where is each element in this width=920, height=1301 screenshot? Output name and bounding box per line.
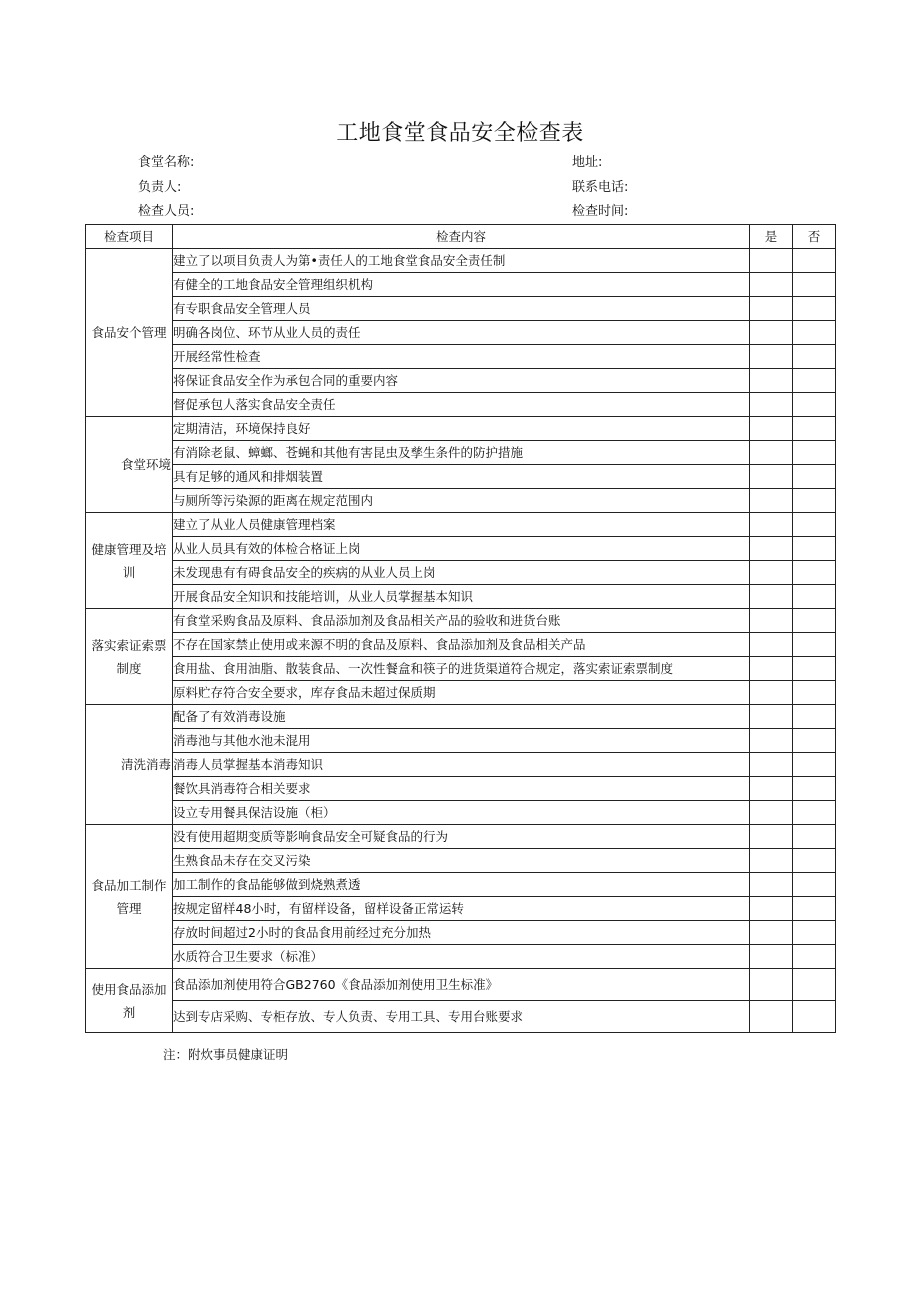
canteen-name-label: 食堂名称: xyxy=(138,155,195,170)
checklist-item: 加工制作的食品能够做到烧熟煮透 xyxy=(173,873,750,897)
no-checkbox-cell[interactable] xyxy=(793,513,836,537)
contact-phone-label: 联系电话: xyxy=(572,180,629,195)
no-checkbox-cell[interactable] xyxy=(793,1001,836,1033)
no-checkbox-cell[interactable] xyxy=(793,849,836,873)
no-checkbox-cell[interactable] xyxy=(793,537,836,561)
no-checkbox-cell[interactable] xyxy=(793,825,836,849)
table-row xyxy=(86,561,836,585)
table-row xyxy=(86,297,836,321)
checklist-item: 与厕所等污染源的距离在规定范围内 xyxy=(173,489,750,513)
header-inspection-content: 检查内容 xyxy=(173,225,750,249)
yes-checkbox-cell[interactable] xyxy=(750,417,793,441)
inspection-checklist-table xyxy=(85,224,836,1033)
yes-checkbox-cell[interactable] xyxy=(750,561,793,585)
address-field xyxy=(572,151,602,170)
checklist-item: 食品添加剂使用符合GB2760《食品添加剂使用卫生标准》 xyxy=(173,969,750,1001)
table-row xyxy=(86,753,836,777)
table-row xyxy=(86,393,836,417)
yes-checkbox-cell[interactable] xyxy=(750,657,793,681)
checklist-item: 开展食品安全知识和技能培训，从业人员掌握基本知识 xyxy=(173,585,750,609)
checklist-item: 建立了从业人员健康管理档案 xyxy=(173,513,750,537)
no-checkbox-cell[interactable] xyxy=(793,777,836,801)
yes-checkbox-cell[interactable] xyxy=(750,945,793,969)
no-checkbox-cell[interactable] xyxy=(793,561,836,585)
yes-checkbox-cell[interactable] xyxy=(750,753,793,777)
checklist-item: 定期清洁，环境保持良好 xyxy=(173,417,750,441)
yes-checkbox-cell[interactable] xyxy=(750,321,793,345)
yes-checkbox-cell[interactable] xyxy=(750,489,793,513)
no-checkbox-cell[interactable] xyxy=(793,609,836,633)
yes-checkbox-cell[interactable] xyxy=(750,585,793,609)
inspection-time-label: 检查时间: xyxy=(572,204,629,219)
checklist-item: 存放时间超过2小时的食品食用前经过充分加热 xyxy=(173,921,750,945)
table-row xyxy=(86,681,836,705)
table-row xyxy=(86,609,836,633)
person-in-charge-label: 负责人: xyxy=(138,180,182,195)
table-row xyxy=(86,921,836,945)
yes-checkbox-cell[interactable] xyxy=(750,681,793,705)
category-cell: 食品安个管理 xyxy=(86,249,173,417)
checklist-item: 达到专店采购、专柜存放、专人负责、专用工具、专用台账要求 xyxy=(173,1001,750,1033)
no-checkbox-cell[interactable] xyxy=(793,945,836,969)
yes-checkbox-cell[interactable] xyxy=(750,633,793,657)
no-checkbox-cell[interactable] xyxy=(793,441,836,465)
yes-checkbox-cell[interactable] xyxy=(750,729,793,753)
checklist-item: 消毒人员掌握基本消毒知识 xyxy=(173,753,750,777)
inspection-time-field xyxy=(572,200,628,219)
table-row xyxy=(86,489,836,513)
page-title: 工地食堂食品安全检查表 xyxy=(336,121,584,146)
category-cell: 健康管理及培训 xyxy=(86,513,173,609)
yes-checkbox-cell[interactable] xyxy=(750,897,793,921)
yes-checkbox-cell[interactable] xyxy=(750,921,793,945)
table-row xyxy=(86,273,836,297)
table-row xyxy=(86,465,836,489)
checklist-item: 有专职食品安全管理人员 xyxy=(173,297,750,321)
yes-checkbox-cell[interactable] xyxy=(750,777,793,801)
table-row xyxy=(86,873,836,897)
category-cell: 清洗消毒 xyxy=(86,705,173,825)
table-row xyxy=(86,345,836,369)
yes-checkbox-cell[interactable] xyxy=(750,249,793,273)
table-row xyxy=(86,777,836,801)
no-checkbox-cell[interactable] xyxy=(793,753,836,777)
checklist-item: 建立了以项目负责人为第•责任人的工地食堂食品安全责任制 xyxy=(173,249,750,273)
no-checkbox-cell[interactable] xyxy=(793,585,836,609)
checklist-item: 配备了有效消毒设施 xyxy=(173,705,750,729)
yes-checkbox-cell[interactable] xyxy=(750,537,793,561)
no-checkbox-cell[interactable] xyxy=(793,969,836,1001)
checklist-item: 消毒池与其他水池未混用 xyxy=(173,729,750,753)
yes-checkbox-cell[interactable] xyxy=(750,801,793,825)
checklist-item: 开展经常性检查 xyxy=(173,345,750,369)
no-checkbox-cell[interactable] xyxy=(793,657,836,681)
table-row xyxy=(86,945,836,969)
no-checkbox-cell[interactable] xyxy=(793,681,836,705)
checklist-item: 有健全的工地食品安全管理组织机构 xyxy=(173,273,750,297)
checklist-item: 将保证食品安全作为承包合同的重要内容 xyxy=(173,369,750,393)
yes-checkbox-cell[interactable] xyxy=(750,273,793,297)
checklist-item: 按规定留样48小时，有留样设备，留样设备正常运转 xyxy=(173,897,750,921)
table-row xyxy=(86,633,836,657)
inspector-label: 检查人员: xyxy=(138,204,195,219)
checklist-item: 不存在国家禁止使用或来源不明的食品及原料、食品添加剂及食品相关产品 xyxy=(173,633,750,657)
yes-checkbox-cell[interactable] xyxy=(750,849,793,873)
checklist-item: 具有足够的通风和排烟装置 xyxy=(173,465,750,489)
yes-checkbox-cell[interactable] xyxy=(750,969,793,1001)
no-checkbox-cell[interactable] xyxy=(793,897,836,921)
yes-checkbox-cell[interactable] xyxy=(750,393,793,417)
table-row xyxy=(86,969,836,1001)
yes-checkbox-cell[interactable] xyxy=(750,513,793,537)
inspector-field xyxy=(138,200,194,219)
yes-checkbox-cell[interactable] xyxy=(750,873,793,897)
footnote: 注：附炊事员健康证明 xyxy=(163,1047,289,1062)
yes-checkbox-cell[interactable] xyxy=(750,705,793,729)
table-row xyxy=(86,657,836,681)
checklist-item: 有食堂采购食品及原料、食品添加剂及食品相关产品的验收和进货台账 xyxy=(173,609,750,633)
table-body xyxy=(86,249,836,1033)
table-row xyxy=(86,537,836,561)
checklist-item: 餐饮具消毒符合相关要求 xyxy=(173,777,750,801)
header-yes: 是 xyxy=(750,225,793,249)
no-checkbox-cell[interactable] xyxy=(793,249,836,273)
header-no: 否 xyxy=(793,225,836,249)
checklist-item: 水质符合卫生要求（标准） xyxy=(173,945,750,969)
yes-checkbox-cell[interactable] xyxy=(750,609,793,633)
no-checkbox-cell[interactable] xyxy=(793,273,836,297)
table-row xyxy=(86,801,836,825)
category-cell: 食堂环境 xyxy=(86,417,173,513)
no-checkbox-cell[interactable] xyxy=(793,297,836,321)
no-checkbox-cell[interactable] xyxy=(793,369,836,393)
no-checkbox-cell[interactable] xyxy=(793,321,836,345)
table-row xyxy=(86,369,836,393)
yes-checkbox-cell[interactable] xyxy=(750,825,793,849)
table-row xyxy=(86,825,836,849)
category-cell: 落实索证索票制度 xyxy=(86,609,173,705)
no-checkbox-cell[interactable] xyxy=(793,633,836,657)
person-in-charge-field xyxy=(138,176,181,195)
checklist-item: 没有使用超期变质等影响食品安全可疑食品的行为 xyxy=(173,825,750,849)
table-row xyxy=(86,897,836,921)
table-row xyxy=(86,1001,836,1033)
checklist-item: 设立专用餐具保洁设施（柜） xyxy=(173,801,750,825)
yes-checkbox-cell[interactable] xyxy=(750,1001,793,1033)
no-checkbox-cell[interactable] xyxy=(793,393,836,417)
table-header-row xyxy=(86,225,836,249)
table-row xyxy=(86,249,836,273)
category-cell: 使用食品添加剂 xyxy=(86,969,173,1033)
no-checkbox-cell[interactable] xyxy=(793,729,836,753)
address-label: 地址: xyxy=(572,155,603,170)
table-row xyxy=(86,321,836,345)
header-inspection-item: 检查项目 xyxy=(86,225,173,249)
yes-checkbox-cell[interactable] xyxy=(750,465,793,489)
checklist-item: 明确各岗位、环节从业人员的责任 xyxy=(173,321,750,345)
yes-checkbox-cell[interactable] xyxy=(750,369,793,393)
contact-phone-field xyxy=(572,176,628,195)
no-checkbox-cell[interactable] xyxy=(793,417,836,441)
table-row xyxy=(86,441,836,465)
checklist-item: 督促承包人落实食品安全责任 xyxy=(173,393,750,417)
table-row xyxy=(86,729,836,753)
table-row xyxy=(86,705,836,729)
no-checkbox-cell[interactable] xyxy=(793,921,836,945)
no-checkbox-cell[interactable] xyxy=(793,873,836,897)
checklist-item: 生熟食品未存在交叉污染 xyxy=(173,849,750,873)
no-checkbox-cell[interactable] xyxy=(793,345,836,369)
table-row xyxy=(86,585,836,609)
yes-checkbox-cell[interactable] xyxy=(750,297,793,321)
no-checkbox-cell[interactable] xyxy=(793,465,836,489)
checklist-item: 未发现患有有碍食品安全的疾病的从业人员上岗 xyxy=(173,561,750,585)
no-checkbox-cell[interactable] xyxy=(793,489,836,513)
no-checkbox-cell[interactable] xyxy=(793,705,836,729)
table-row xyxy=(86,849,836,873)
table-row xyxy=(86,417,836,441)
yes-checkbox-cell[interactable] xyxy=(750,441,793,465)
checklist-item: 食用盐、食用油脂、散装食品、一次性餐盒和筷子的进货渠道符合规定，落实索证索票制度 xyxy=(173,657,750,681)
table-row xyxy=(86,513,836,537)
yes-checkbox-cell[interactable] xyxy=(750,345,793,369)
category-cell: 食品加工制作管理 xyxy=(86,825,173,969)
checklist-item: 原料贮存符合安全要求，库存食品未超过保质期 xyxy=(173,681,750,705)
no-checkbox-cell[interactable] xyxy=(793,801,836,825)
checklist-item: 有消除老鼠、蟑螂、苍蝇和其他有害昆虫及孳生条件的防护措施 xyxy=(173,441,750,465)
checklist-item: 从业人员具有效的体检合格证上岗 xyxy=(173,537,750,561)
canteen-name-field xyxy=(138,151,194,170)
